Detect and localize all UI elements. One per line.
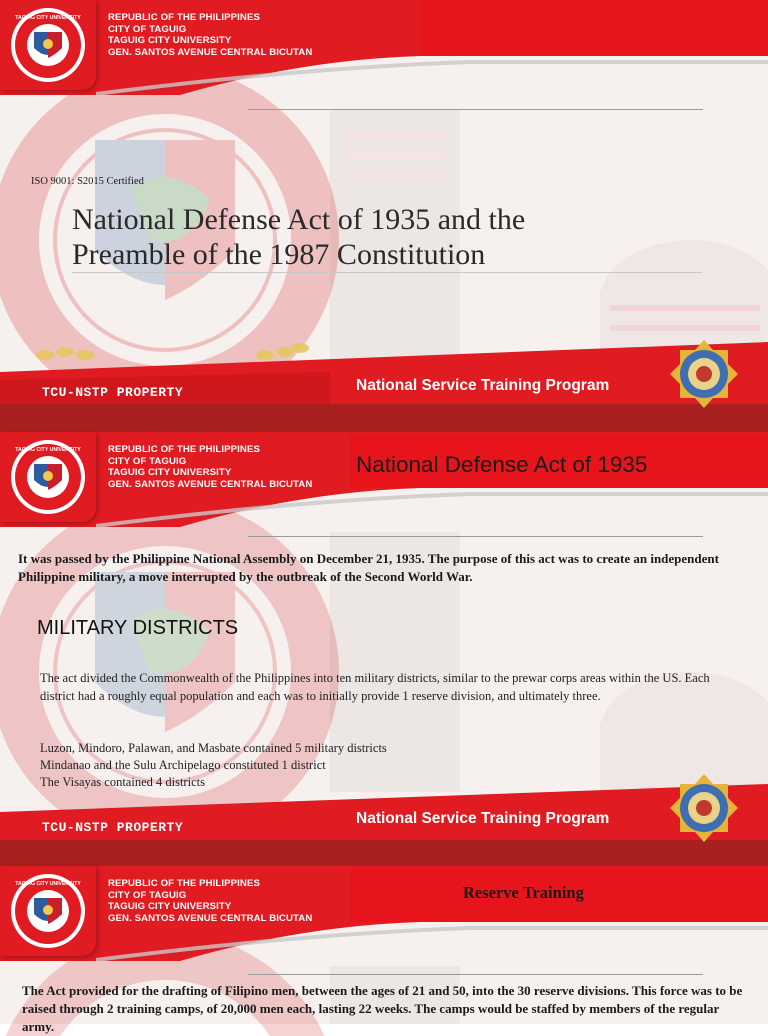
university-logo [0, 432, 96, 522]
address-line: REPUBLIC OF THE PHILIPPINES [108, 12, 260, 23]
footer-property-label: TCU-NSTP PROPERTY [42, 820, 184, 835]
slide-title: National Defense Act of 1935 and the Preamble of the 1987 Constitution [72, 203, 526, 271]
svg-text:TAGUIG CITY UNIVERSITY: TAGUIG CITY UNIVERSITY [15, 881, 81, 887]
slide-intro: It was passed by the Philippine National Assembly on December 21, 1935. The purpose of this act was to create an independent Philippine military, a move interrupted by the outbreak of the Second World War. [18, 551, 719, 584]
address-line: REPUBLIC OF THE PHILIPPINES [108, 444, 260, 455]
svg-text:TAGUIG CITY UNIVERSITY: TAGUIG CITY UNIVERSITY [15, 15, 81, 21]
tcu-seal-icon [6, 436, 90, 518]
slide-heading: Reserve Training [463, 883, 584, 902]
section-subheading: MILITARY DISTRICTS [37, 617, 239, 639]
tcu-seal-icon [6, 870, 90, 952]
district-line: Mindanao and the Sulu Archipelago constituted 1 district [40, 758, 326, 772]
nstp-seal-icon [670, 340, 738, 408]
address-line: TAGUIG CITY UNIVERSITY [108, 35, 232, 46]
nstp-seal-icon [670, 774, 738, 842]
slide-background [0, 432, 768, 866]
header-divider [248, 109, 703, 110]
address-line: CITY OF TAGUIG [108, 455, 187, 467]
address-line: GEN. SANTOS AVENUE CENTRAL BICUTAN [108, 912, 313, 924]
header-divider [248, 974, 703, 975]
address-line: TAGUIG CITY UNIVERSITY [108, 901, 232, 912]
district-line: Luzon, Mindoro, Palawan, and Masbate contained 5 military districts [40, 741, 387, 755]
address-line: GEN. SANTOS AVENUE CENTRAL BICUTAN [108, 46, 313, 58]
institution-address [108, 444, 312, 490]
slide-3 [0, 866, 768, 1034]
address-line: GEN. SANTOS AVENUE CENTRAL BICUTAN [108, 478, 313, 490]
slide-heading: National Defense Act of 1935 [356, 452, 648, 477]
address-line: TAGUIG CITY UNIVERSITY [108, 467, 232, 478]
institution-address [108, 878, 312, 924]
university-logo [0, 0, 96, 90]
footer-property-label: TCU-NSTP PROPERTY [42, 385, 184, 400]
university-logo [0, 866, 96, 956]
institution-address [108, 12, 312, 58]
svg-text:TAGUIG CITY UNIVERSITY: TAGUIG CITY UNIVERSITY [15, 447, 81, 453]
slide-intro: The Act provided for the drafting of Filipino men, between the ages of 21 and 50, into the 30 reserve divisions. This force was to be raised through 2 training camps, of 20,000 men each, lasting 22 weeks. The camps would be staffed by members of the regular army. [22, 983, 743, 1034]
footer-program-label: National Service Training Program [356, 810, 610, 827]
footer-program-label: National Service Training Program [356, 377, 610, 394]
header-divider [248, 536, 703, 537]
section-body: The act divided the Commonwealth of the Philippines into ten military districts, similar to the prewar corps areas within the US. Each district had a roughly equal population and each was to initially provide 1 reserve division, and ultimately three. [40, 671, 710, 703]
slide-2 [0, 432, 768, 866]
tcu-seal-icon [6, 4, 90, 86]
address-line: CITY OF TAGUIG [108, 23, 187, 35]
slide-1 [0, 0, 768, 432]
address-line: REPUBLIC OF THE PHILIPPINES [108, 878, 260, 889]
iso-certification: ISO 9001: S2015 Certified [31, 176, 144, 187]
address-line: CITY OF TAGUIG [108, 889, 187, 901]
title-divider [72, 272, 702, 273]
district-line: The Visayas contained 4 districts [40, 775, 205, 789]
